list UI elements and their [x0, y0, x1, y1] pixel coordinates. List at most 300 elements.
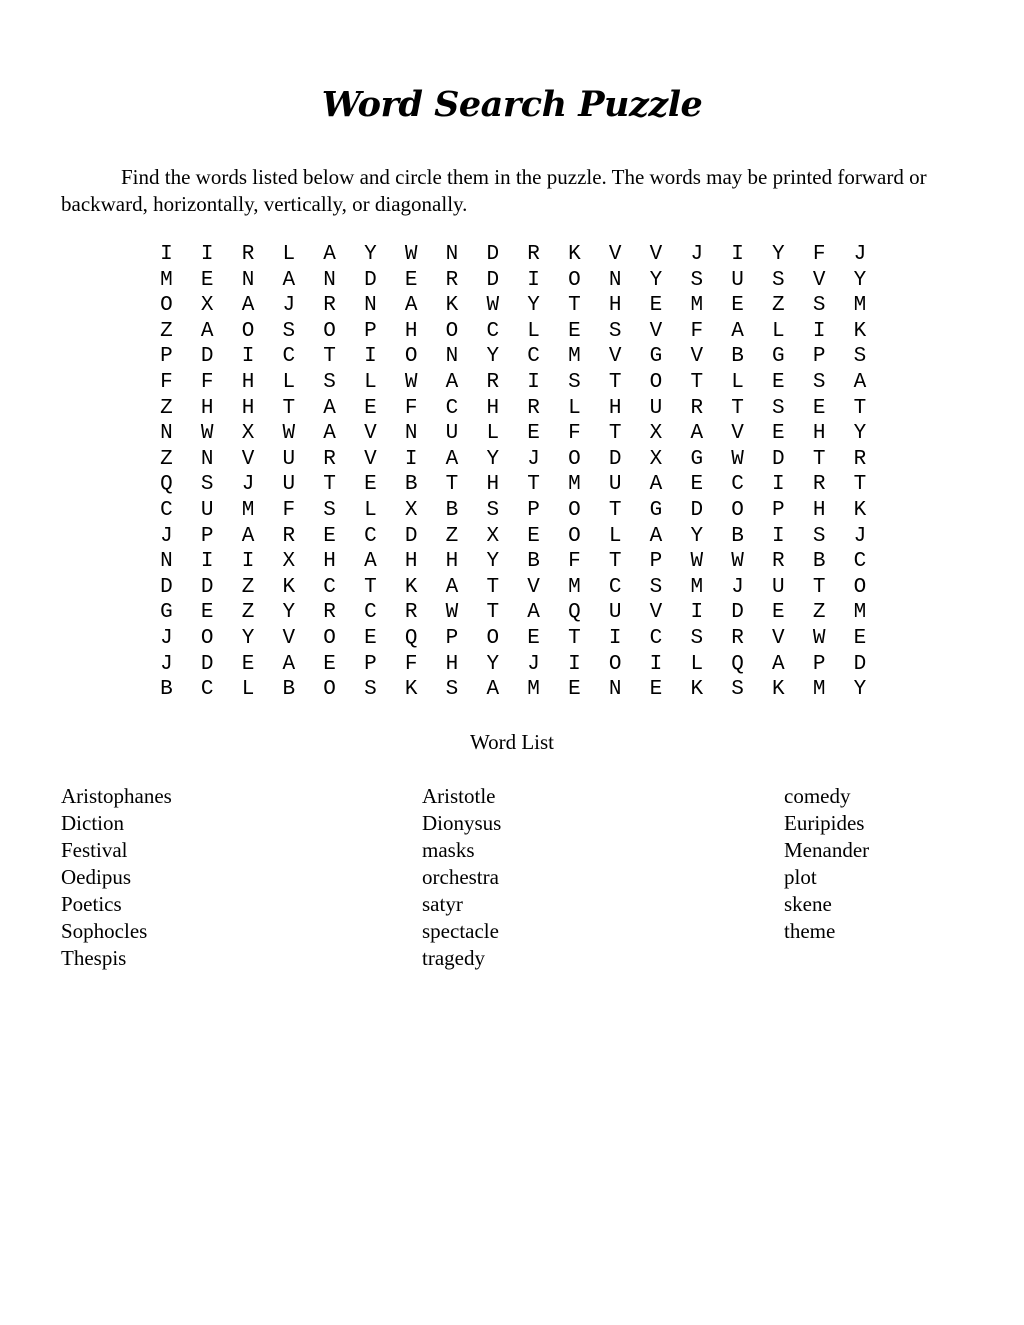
grid-letter: D	[200, 575, 214, 599]
grid-letter: U	[608, 473, 622, 497]
grid-letter: O	[160, 294, 173, 318]
grid-letter: J	[241, 473, 255, 497]
grid-letter: K	[404, 575, 418, 599]
grid-row	[146, 421, 880, 447]
grid-letter: I	[200, 550, 214, 574]
grid-letter: X	[649, 447, 663, 471]
grid-letter: F	[200, 370, 214, 394]
grid-letter: I	[241, 345, 255, 369]
grid-letter: V	[527, 575, 540, 599]
grid-letter: P	[364, 652, 377, 676]
grid-letter: X	[649, 422, 663, 446]
grid-letter: I	[731, 243, 744, 266]
grid-letter: V	[364, 447, 377, 471]
grid-letter: K	[772, 678, 785, 702]
grid-letter: T	[812, 447, 826, 471]
grid-letter: D	[690, 498, 704, 522]
grid-row	[146, 293, 880, 319]
word-list-item: Thespis	[61, 946, 127, 970]
grid-row	[146, 677, 880, 703]
grid-letter: A	[241, 524, 255, 548]
page-title: Word Search Puzzle	[321, 84, 703, 125]
grid-letter: O	[608, 652, 622, 676]
grid-letter: L	[282, 370, 296, 394]
grid-letter: U	[772, 575, 785, 599]
grid-letter: W	[731, 447, 744, 471]
grid-letter: F	[568, 422, 581, 446]
grid-letter: Y	[241, 626, 255, 650]
grid-letter: M	[527, 678, 540, 702]
word-list-item: Poetics	[61, 892, 122, 916]
grid-letter: U	[731, 268, 744, 292]
grid-letter: G	[649, 345, 663, 369]
word-list-title: Word List	[469, 730, 555, 754]
grid-letter: B	[160, 678, 173, 702]
grid-row	[146, 447, 880, 473]
grid-letter: T	[282, 396, 296, 420]
word-list-item: satyr	[422, 892, 463, 916]
grid-letter: O	[731, 498, 744, 522]
grid-letter: H	[200, 396, 214, 420]
grid-letter: R	[323, 294, 336, 318]
grid-letter: S	[445, 678, 459, 702]
grid-letter: I	[160, 243, 173, 266]
grid-letter: N	[404, 422, 418, 446]
grid-letter: E	[649, 294, 663, 318]
grid-letter: K	[445, 294, 459, 318]
grid-letter: V	[608, 345, 622, 369]
grid-letter: L	[690, 652, 704, 676]
grid-letter: O	[568, 498, 581, 522]
grid-letter: V	[364, 422, 377, 446]
grid-letter: C	[364, 524, 377, 548]
grid-letter: B	[527, 550, 540, 574]
grid-letter: L	[282, 243, 296, 266]
grid-letter: R	[241, 243, 255, 266]
grid-letter: E	[772, 422, 785, 446]
grid-letter: M	[568, 473, 581, 497]
grid-letter: Z	[772, 294, 785, 318]
grid-letter: A	[323, 396, 336, 420]
grid-letter: Y	[486, 345, 500, 369]
grid-letter: J	[527, 652, 540, 676]
grid-letter: K	[690, 678, 704, 702]
grid-row	[146, 396, 880, 422]
grid-letter: L	[527, 319, 540, 343]
grid-letter: O	[241, 319, 255, 343]
word-list-item: Aristotle	[422, 784, 496, 808]
grid-letter: G	[772, 345, 785, 369]
grid-letter: D	[731, 601, 744, 625]
grid-letter: S	[690, 626, 704, 650]
grid-letter: T	[527, 473, 540, 497]
grid-letter: R	[812, 473, 826, 497]
grid-letter: M	[690, 294, 704, 318]
grid-letter: U	[200, 498, 214, 522]
grid-letter: H	[608, 396, 622, 420]
grid-letter: Q	[160, 473, 173, 497]
grid-letter: M	[853, 294, 867, 318]
grid-letter: Y	[364, 243, 377, 266]
grid-letter: O	[568, 447, 581, 471]
grid-letter: A	[323, 243, 336, 266]
grid-letter: S	[608, 319, 622, 343]
grid-letter: W	[690, 550, 704, 574]
grid-letter: V	[649, 319, 663, 343]
grid-letter: N	[160, 422, 173, 446]
grid-letter: D	[772, 447, 785, 471]
grid-letter: Z	[241, 575, 255, 599]
grid-letter: P	[445, 626, 459, 650]
grid-letter: Q	[731, 652, 744, 676]
grid-letter: X	[486, 524, 500, 548]
grid-letter: O	[486, 626, 500, 650]
grid-letter: N	[364, 294, 377, 318]
grid-letter: A	[486, 678, 500, 702]
grid-letter: G	[160, 601, 173, 625]
grid-letter: S	[772, 396, 785, 420]
grid-letter: A	[772, 652, 785, 676]
grid-letter: I	[812, 319, 826, 343]
grid-row	[146, 626, 880, 652]
grid-letter: S	[486, 498, 500, 522]
grid-letter: Y	[853, 678, 867, 702]
grid-letter: A	[364, 550, 377, 574]
grid-letter: Y	[853, 422, 867, 446]
grid-letter: E	[323, 524, 336, 548]
grid-letter: L	[772, 319, 785, 343]
grid-letter: D	[853, 652, 867, 676]
grid-letter: H	[241, 370, 255, 394]
grid-letter: A	[853, 370, 867, 394]
grid-letter: Z	[160, 447, 173, 471]
grid-letter: G	[690, 447, 704, 471]
grid-letter: X	[241, 422, 255, 446]
grid-letter: R	[772, 550, 785, 574]
grid-letter: T	[608, 550, 622, 574]
grid-letter: B	[731, 524, 744, 548]
grid-letter: L	[364, 370, 377, 394]
grid-letter: B	[282, 678, 296, 702]
word-list-item: Sophocles	[61, 919, 148, 943]
grid-letter: T	[323, 473, 336, 497]
grid-letter: D	[608, 447, 622, 471]
grid-letter: X	[200, 294, 214, 318]
grid-letter: J	[527, 447, 540, 471]
grid-letter: P	[649, 550, 663, 574]
grid-letter: I	[772, 473, 785, 497]
grid-letter: G	[649, 498, 663, 522]
word-list-item: tragedy	[422, 946, 485, 970]
grid-letter: V	[282, 626, 296, 650]
grid-letter: I	[568, 652, 581, 676]
grid-letter: V	[608, 243, 622, 266]
grid-letter: E	[364, 396, 377, 420]
word-list-item: Oedipus	[61, 865, 131, 889]
grid-letter: H	[445, 550, 459, 574]
grid-letter: C	[282, 345, 296, 369]
grid-letter: T	[812, 575, 826, 599]
grid-letter: H	[486, 473, 500, 497]
grid-letter: I	[404, 447, 418, 471]
grid-letter: E	[772, 370, 785, 394]
grid-letter: U	[649, 396, 663, 420]
grid-letter: C	[527, 345, 540, 369]
grid-letter: J	[853, 243, 867, 266]
grid-letter: E	[527, 422, 540, 446]
grid-letter: E	[323, 652, 336, 676]
grid-letter: K	[282, 575, 296, 599]
grid-row	[146, 344, 880, 370]
grid-letter: P	[772, 498, 785, 522]
grid-letter: H	[241, 396, 255, 420]
grid-letter: W	[282, 422, 296, 446]
grid-letter: P	[527, 498, 540, 522]
grid-letter: I	[527, 268, 540, 292]
word-list-item: skene	[784, 892, 832, 916]
grid-letter: O	[568, 268, 581, 292]
grid-letter: B	[404, 473, 418, 497]
grid-letter: S	[812, 370, 826, 394]
grid-letter: T	[486, 601, 500, 625]
grid-letter: O	[323, 626, 336, 650]
grid-letter: Y	[486, 447, 500, 471]
grid-letter: S	[812, 524, 826, 548]
grid-letter: C	[200, 678, 214, 702]
grid-row	[146, 472, 880, 498]
grid-letter: L	[568, 396, 581, 420]
grid-letter: Z	[160, 319, 173, 343]
grid-letter: J	[160, 652, 173, 676]
grid-letter: R	[527, 243, 540, 266]
grid-letter: D	[200, 652, 214, 676]
grid-letter: I	[200, 243, 214, 266]
grid-letter: C	[649, 626, 663, 650]
grid-letter: K	[568, 243, 581, 266]
word-list-item: Diction	[61, 811, 124, 835]
grid-letter: N	[445, 243, 459, 266]
grid-letter: N	[323, 268, 336, 292]
grid-letter: N	[200, 447, 214, 471]
grid-letter: A	[649, 524, 663, 548]
grid-letter: S	[649, 575, 663, 599]
grid-letter: E	[404, 268, 418, 292]
grid-letter: U	[282, 473, 296, 497]
grid-letter: A	[731, 319, 744, 343]
grid-letter: A	[282, 268, 296, 292]
grid-letter: O	[649, 370, 663, 394]
grid-letter: E	[527, 524, 540, 548]
grid-row	[146, 498, 880, 524]
grid-letter: A	[445, 575, 459, 599]
grid-row	[146, 549, 880, 575]
grid-letter: N	[445, 345, 459, 369]
grid-letter: D	[160, 575, 173, 599]
grid-letter: S	[690, 268, 704, 292]
grid-letter: E	[568, 678, 581, 702]
grid-letter: V	[649, 243, 663, 266]
grid-letter: L	[241, 678, 255, 702]
grid-letter: E	[200, 268, 214, 292]
grid-letter: Y	[527, 294, 540, 318]
grid-letter: V	[772, 626, 785, 650]
grid-letter: T	[853, 473, 867, 497]
grid-letter: S	[282, 319, 296, 343]
grid-letter: C	[853, 550, 867, 574]
grid-letter: E	[364, 473, 377, 497]
grid-letter: V	[731, 422, 744, 446]
grid-letter: W	[731, 550, 744, 574]
grid-letter: Z	[241, 601, 255, 625]
grid-letter: A	[445, 370, 459, 394]
grid-letter: A	[527, 601, 540, 625]
grid-letter: C	[486, 319, 500, 343]
grid-letter: S	[772, 268, 785, 292]
grid-letter: V	[690, 345, 704, 369]
grid-letter: R	[323, 447, 336, 471]
grid-letter: J	[690, 243, 704, 266]
grid-letter: U	[445, 422, 459, 446]
grid-letter: E	[241, 652, 255, 676]
grid-letter: R	[690, 396, 704, 420]
grid-letter: T	[323, 345, 336, 369]
grid-letter: D	[200, 345, 214, 369]
word-list-item: orchestra	[422, 865, 499, 889]
grid-letter: T	[853, 396, 867, 420]
grid-letter: E	[364, 626, 377, 650]
grid-letter: P	[200, 524, 214, 548]
instructions-text: Find the words listed below and circle them in the puzzle. The words may be printed forward or backward, horizontally, vertically, or diagonally.	[61, 165, 927, 216]
grid-letter: H	[323, 550, 336, 574]
grid-letter: R	[731, 626, 744, 650]
grid-letter: N	[608, 678, 622, 702]
grid-letter: Y	[649, 268, 663, 292]
grid-letter: I	[364, 345, 377, 369]
grid-letter: H	[404, 550, 418, 574]
grid-letter: P	[812, 345, 826, 369]
grid-letter: N	[608, 268, 622, 292]
grid-letter: V	[812, 268, 826, 292]
grid-letter: Q	[404, 626, 418, 650]
grid-letter: Y	[486, 550, 500, 574]
grid-letter: W	[200, 422, 214, 446]
grid-letter: A	[404, 294, 418, 318]
grid-letter: J	[853, 524, 867, 548]
grid-letter: C	[731, 473, 744, 497]
grid-letter: S	[812, 294, 826, 318]
grid-letter: A	[445, 447, 459, 471]
grid-letter: X	[404, 498, 418, 522]
word-list-item: Dionysus	[422, 811, 502, 835]
grid-letter: S	[323, 498, 336, 522]
word-list-item: theme	[784, 919, 836, 943]
grid-letter: F	[812, 243, 826, 266]
grid-letter: N	[160, 550, 173, 574]
grid-letter: O	[323, 678, 336, 702]
grid-letter: K	[404, 678, 418, 702]
grid-letter: Z	[160, 396, 173, 420]
grid-letter: A	[241, 294, 255, 318]
grid-letter: T	[690, 370, 704, 394]
grid-letter: D	[486, 268, 500, 292]
grid-letter: R	[323, 601, 336, 625]
grid-letter: M	[241, 498, 255, 522]
grid-letter: V	[649, 601, 663, 625]
grid-letter: D	[364, 268, 377, 292]
grid-letter: W	[404, 370, 418, 394]
word-list-column-2	[422, 783, 501, 972]
word-list-item: Festival	[61, 838, 128, 862]
grid-letter: K	[853, 319, 867, 343]
grid-letter: L	[731, 370, 744, 394]
grid-letter: O	[853, 575, 867, 599]
grid-letter: W	[445, 601, 459, 625]
grid-letter: U	[608, 601, 622, 625]
grid-letter: F	[690, 319, 704, 343]
grid-letter: T	[445, 473, 459, 497]
grid-letter: J	[160, 626, 173, 650]
grid-row	[146, 575, 880, 601]
grid-letter: I	[241, 550, 255, 574]
grid-letter: L	[364, 498, 377, 522]
grid-letter: Y	[690, 524, 704, 548]
grid-letter: T	[568, 294, 581, 318]
grid-letter: Z	[812, 601, 826, 625]
grid-row	[146, 370, 880, 396]
grid-letter: T	[608, 422, 622, 446]
grid-letter: W	[404, 243, 418, 266]
grid-letter: O	[404, 345, 418, 369]
grid-letter: L	[608, 524, 622, 548]
grid-letter: Q	[568, 601, 581, 625]
word-list-item: spectacle	[422, 919, 499, 943]
grid-letter: C	[445, 396, 459, 420]
word-list-item: Aristophanes	[61, 784, 172, 808]
grid-letter: E	[649, 678, 663, 702]
grid-letter: R	[527, 396, 540, 420]
grid-letter: R	[853, 447, 867, 471]
grid-letter: H	[486, 396, 500, 420]
letter-grid	[146, 242, 880, 703]
grid-letter: O	[323, 319, 336, 343]
grid-letter: V	[241, 447, 255, 471]
grid-letter: C	[323, 575, 336, 599]
grid-letter: T	[568, 626, 581, 650]
grid-letter: F	[160, 370, 173, 394]
word-list-column-3	[784, 783, 869, 945]
grid-letter: T	[486, 575, 500, 599]
grid-letter: B	[812, 550, 826, 574]
grid-letter: M	[690, 575, 704, 599]
grid-letter: W	[486, 294, 500, 318]
grid-letter: T	[731, 396, 744, 420]
grid-letter: A	[282, 652, 296, 676]
grid-letter: T	[608, 498, 622, 522]
grid-letter: B	[731, 345, 744, 369]
grid-letter: P	[364, 319, 377, 343]
grid-letter: H	[608, 294, 622, 318]
grid-letter: N	[241, 268, 255, 292]
grid-row	[146, 268, 880, 294]
word-list-item: Euripides	[784, 811, 865, 835]
grid-letter: Y	[853, 268, 867, 292]
grid-letter: M	[812, 678, 826, 702]
grid-letter: S	[853, 345, 867, 369]
grid-letter: I	[527, 370, 540, 394]
grid-letter: K	[853, 498, 867, 522]
grid-letter: E	[812, 396, 826, 420]
grid-letter: F	[282, 498, 296, 522]
